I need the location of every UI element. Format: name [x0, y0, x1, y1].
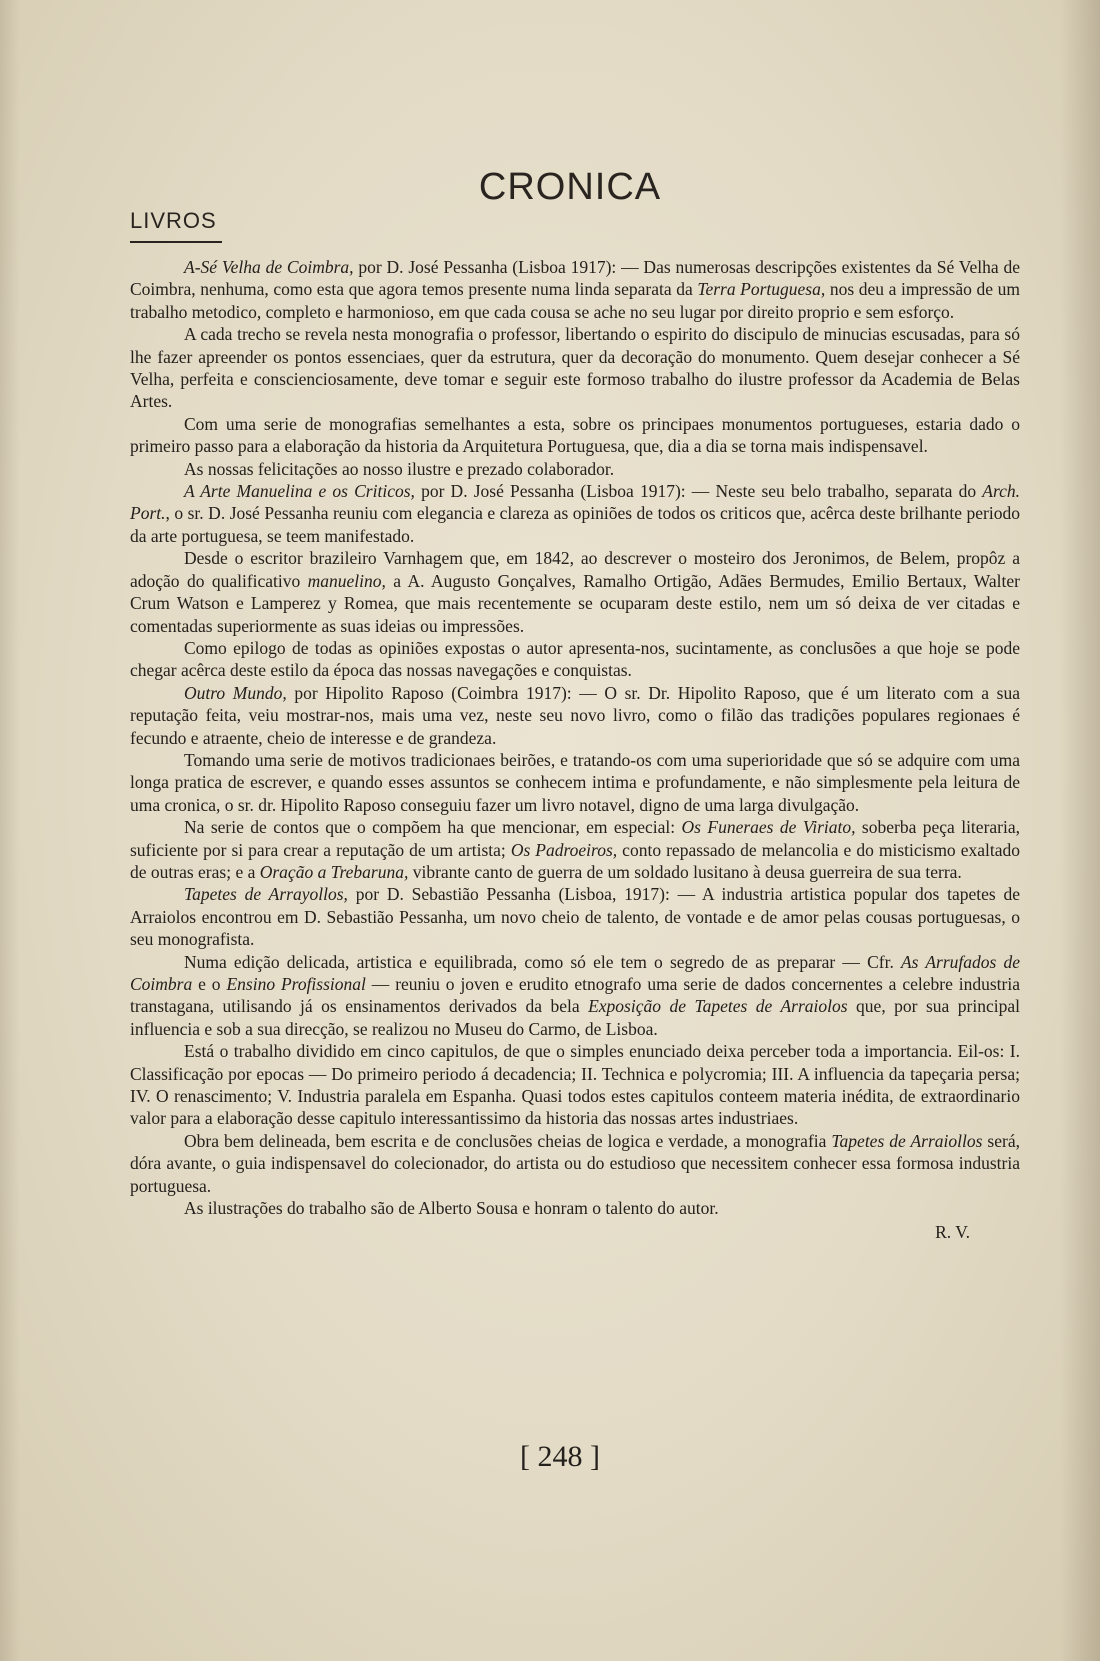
paragraph: [130, 749, 1020, 816]
paragraph: [130, 547, 1020, 637]
paragraph-text: Está o trabalho dividido em cinco capitulos, de que o simples enunciado deixa perceber toda a importancia. Eil-os: I. Classificação por epocas — Do primeiro periodo á decadencia; II. Technica e polycromia; III. A influencia da tapeçaria persa; IV. O renascimento; V. Industria paralela em Espanha. Quasi todos estes capitulos conteem materia inédita, de extraordinario valor para a elaboração desse capitulo interessantissimo da historia das nossas artes industriaes.: [130, 1041, 1020, 1129]
paragraph-text: Na serie de contos que o compõem ha que mencionar, em especial:: [184, 817, 682, 838]
article-body: [130, 256, 1020, 1244]
paragraph-text: — reuniu o joven e erudito etnografo uma serie de dados concernentes a celebre industria transtagana, utilisando já os ensinamentos derivados da bela: [130, 974, 1020, 1017]
paragraph-text: A cada trecho se revela nesta monografia o professor, libertando o espirito do discipulo de minucias escusadas, para só lhe fazer apreender os pontos essenciaes, quer da estrutura, quer da decoração do monumento. Quem desejar conhecer a Sé Velha, perfeita e conscienciosamente, deve tomar e seguir este formoso trabalho do ilustre professor da Academia de Belas Artes.: [130, 324, 1020, 412]
italic-title-text: Tapetes de Arrayollos,: [184, 884, 348, 905]
paragraph: [130, 323, 1020, 413]
paragraph-text: Obra bem delineada, bem escrita e de conclusões cheias de logica e verdade, a monografia: [184, 1130, 832, 1151]
page-left-shadow: [0, 0, 20, 1661]
italic-title-text: Oração a Trebaruna,: [259, 861, 409, 882]
paragraph: [130, 682, 1020, 749]
paragraph-text: As ilustrações do trabalho são de Alberto Sousa e honram o talento do autor.: [184, 1198, 719, 1219]
paragraph: [130, 1130, 1020, 1197]
italic-title-text: Outro Mundo,: [184, 682, 287, 703]
italic-title-text: Tapetes de Arraiollos: [831, 1130, 983, 1151]
page-title: CRONICA: [478, 166, 662, 208]
section-underline: [130, 241, 222, 243]
paragraph-text: vibrante canto de guerra de um soldado lusitano à deusa guerreira de sua terra.: [408, 861, 962, 882]
paragraph: [130, 951, 1020, 1041]
page-edge-shadow: [1060, 0, 1100, 1661]
paragraph-text: por Hipolito Raposo (Coimbra 1917): — O sr. Dr. Hipolito Raposo, que é um literato com a sua reputação feita, veiu mostrar-nos, mais uma vez, neste seu novo livro, como o filão das tradições populares regionaes é fecundo e atraente, cheio de interesse e de grandeza.: [130, 682, 1020, 748]
page-number: [ 248 ]: [520, 1440, 600, 1473]
italic-title-text: As Arrufados de Coimbra: [130, 951, 1020, 994]
section-label: LIVROS: [130, 208, 217, 233]
paragraph: [130, 1197, 1020, 1219]
paragraph-text: Como epilogo de todas as opiniões expostas o autor apresenta-nos, sucintamente, as conclusões a que hoje se pode chegar acêrca deste estilo da época das nossas navegações e conquistas.: [130, 637, 1020, 681]
paragraph-text: Numa edição delicada, artistica e equilibrada, como só ele tem o segredo de as preparar — Cfr.: [184, 951, 901, 972]
italic-title-text: Ensino Profissional: [226, 974, 366, 994]
italic-title-text: A Arte Manuelina e os Criticos,: [184, 481, 415, 502]
paragraph: [130, 1040, 1020, 1130]
italic-title-text: Arch. Port.: [130, 481, 1020, 524]
paragraph: [130, 816, 1020, 883]
italic-title-text: Os Padroeiros,: [510, 839, 618, 860]
paragraph-text: por D. José Pessanha (Lisboa 1917): — Neste seu belo trabalho, separata do: [414, 481, 983, 502]
author-signature: R. V.: [935, 1222, 970, 1243]
paragraph: [130, 480, 1020, 547]
paragraph-text: conto repassado de melancolia e do misticismo exaltado de outras eras; e a: [130, 839, 1021, 882]
paragraph: [130, 458, 1020, 480]
paragraph: [130, 637, 1020, 682]
paragraph-text: por D. José Pessanha (Lisboa 1917): — Das numerosas descripções existentes da Sé Velha de Coimbra, nenhuma, como esta que agora temos presente numa linda separata da: [130, 257, 1020, 300]
paragraph-text: Tomando uma serie de motivos tradicionaes beirões, e tratando-os com uma superioridade que só se adquire com uma longa pratica de escrever, e quando esses assuntos se conhecem intima e profundamente, e não simplesmente pela leitura de uma cronica, o sr. dr. Hipolito Raposo conseguiu fazer um livro notavel, digno de uma larga divulgação.: [130, 749, 1020, 815]
paragraph-text: que, por sua principal influencia e sob a sua direcção, se realizou no Museu do Carmo, de Lisboa.: [130, 996, 1021, 1039]
italic-title-text: Exposição de Tapetes de Arraiolos: [588, 996, 848, 1017]
italic-title-text: Terra Portuguesa,: [697, 279, 826, 300]
paragraph-text: Desde o escritor brazileiro Varnhagem que, em 1842, ao descrever o mosteiro dos Jeronimos, de Belem, propôz a adoção do qualificativo: [130, 548, 1020, 591]
italic-title-text: Os Funeraes de Viriato,: [681, 817, 856, 838]
paragraph-text: a A. Augusto Gonçalves, Ramalho Ortigão, Adães Bermudes, Emilio Bertaux, Walter Crum Watson e Lamperez y Romea, que mais recentemente se ocuparam deste estilo, nem um só deixa de ver citadas e comentadas superiormente as suas ideias ou impressões.: [130, 570, 1020, 636]
paragraph-text: , o sr. D. José Pessanha reuniu com elegancia e clareza as opiniões de todos os criticos que, acêrca deste brilhante periodo da arte portuguesa, se teem manifestado.: [130, 503, 1020, 546]
italic-title-text: manuelino,: [307, 570, 386, 591]
paragraph: [130, 256, 1020, 323]
paragraph-text: por D. Sebastião Pessanha (Lisboa, 1917): — A industria artistica popular dos tapetes de Arraiolos encontrou em D. Sebastião Pessanha, um novo cheio de talento, de vontade e de amor pelas cousas portuguesas, o seu monografista.: [130, 884, 1020, 950]
paragraph-text: nos deu a impressão de um trabalho metodico, completo e harmonioso, em que cada cousa se ache no seu lugar por direito proprio e sem esforço.: [130, 279, 1020, 322]
paragraph-text: soberba peça literaria, suficiente por si para crear a reputação de um artista;: [130, 817, 1020, 860]
italic-title-text: A-Sé Velha de Coimbra,: [184, 257, 354, 277]
paragraph: [130, 413, 1020, 458]
paragraph-text: e o: [192, 974, 227, 994]
paragraph: [130, 883, 1020, 950]
paragraph-text: As nossas felicitações ao nosso ilustre e prezado colaborador.: [184, 458, 615, 479]
paragraph-text: Com uma serie de monografias semelhantes a esta, sobre os principaes monumentos portugueses, estaria dado o primeiro passo para a elaboração da historia da Arquitetura Portuguesa, que, dia a dia se torna mais indispensavel.: [130, 413, 1020, 457]
paragraph-text: será, dóra avante, o guia indispensavel do colecionador, do artista ou do estudioso que necessitem conhecer essa formosa industria portuguesa.: [130, 1130, 1020, 1196]
